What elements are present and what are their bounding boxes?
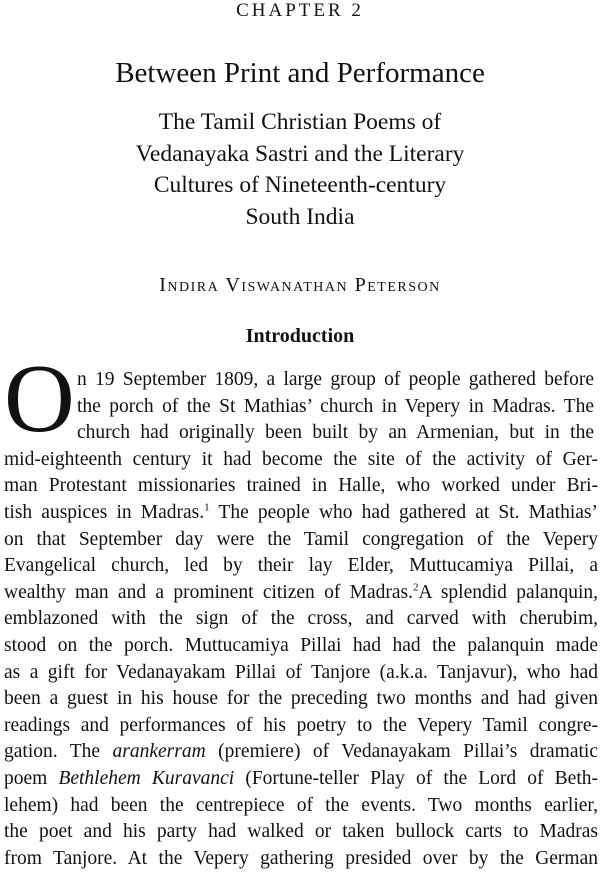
body-line: the porch of the St Mathias’ church in Vepery in Madras. The bbox=[77, 395, 594, 417]
subtitle-line: Cultures of Nineteenth-century bbox=[153, 172, 447, 198]
subtitle-line: The Tamil Christian Poems of bbox=[158, 109, 442, 135]
chapter-subtitle bbox=[0, 107, 600, 233]
body-line bbox=[4, 580, 598, 607]
italic-title: Bethlehem Kuravanci bbox=[58, 767, 235, 789]
body-text-segment: The people who had gathered at St. Mathias’ bbox=[218, 501, 598, 523]
body-line: from Tanjore. At the Vepery gathering presided over by the German bbox=[4, 847, 598, 869]
body-line: readings and performances of his poetry to the Vepery Tamil congre- bbox=[4, 714, 598, 736]
body-line: emblazoned with the sign of the cross, and carved with cherubim, bbox=[4, 608, 598, 630]
body-line: the poet and his party had walked or taken bullock carts to Madras bbox=[4, 821, 598, 843]
author-name: Indira Viswanathan Peterson bbox=[159, 274, 441, 296]
body-text-segment: wealthy man and a prominent citizen of Madras. bbox=[4, 581, 414, 603]
body-line: man Protestant missionaries trained in Halle, who worked under Bri- bbox=[4, 475, 598, 497]
body-line: Evangelical church, led by their lay Elder, Muttucamiya Pillai, a bbox=[4, 555, 598, 577]
chapter-title: Between Print and Performance bbox=[115, 57, 485, 89]
body-text-segment: poem bbox=[4, 767, 59, 789]
body-line: church had originally been built by an Armenian, but in the bbox=[77, 422, 594, 444]
footnote-ref: 2 bbox=[413, 581, 419, 594]
body-line: stood on the porch. Muttucamiya Pillai had had the palanquin made bbox=[4, 634, 598, 656]
subtitle-line: South India bbox=[245, 203, 355, 230]
footnote-ref: 1 bbox=[204, 501, 210, 514]
body-text-segment: (premiere) of Vedanayakam Pillai’s dramatic bbox=[205, 741, 598, 763]
subtitle-line: Vedanayaka Sastri and the Literary bbox=[135, 140, 465, 167]
body-text-segment: A splendid palanquin, bbox=[418, 581, 598, 603]
section-heading: Introduction bbox=[245, 325, 355, 347]
body-line: been a guest in his house for the preceding two months and had given bbox=[4, 688, 598, 710]
body-text-segment: gation. The bbox=[4, 741, 113, 763]
body-line: as a gift for Vedanayakam Pillai of Tanjore (a.k.a. Tanjavur), who had bbox=[4, 661, 598, 683]
body-text bbox=[0, 367, 600, 872]
body-text-segment: (Fortune-teller Play of the Lord of Beth- bbox=[234, 767, 598, 789]
italic-term: arankerram bbox=[112, 741, 206, 763]
body-line bbox=[4, 739, 598, 766]
body-line bbox=[4, 500, 598, 527]
body-line bbox=[4, 766, 598, 793]
body-line: on that September day were the Tamil congregation of the Vepery bbox=[4, 528, 598, 550]
body-text-segment: tish auspices in Madras. bbox=[4, 501, 205, 523]
body-line: lehem) had been the centrepiece of the events. Two months earlier, bbox=[4, 794, 598, 816]
chapter-label: CHAPTER 2 bbox=[236, 0, 364, 21]
body-line: mid-eighteenth century it had become the site of the activity of Ger- bbox=[4, 448, 598, 470]
body-line: n 19 September 1809, a large group of people gathered before bbox=[77, 369, 594, 390]
drop-cap: O bbox=[4, 345, 75, 453]
